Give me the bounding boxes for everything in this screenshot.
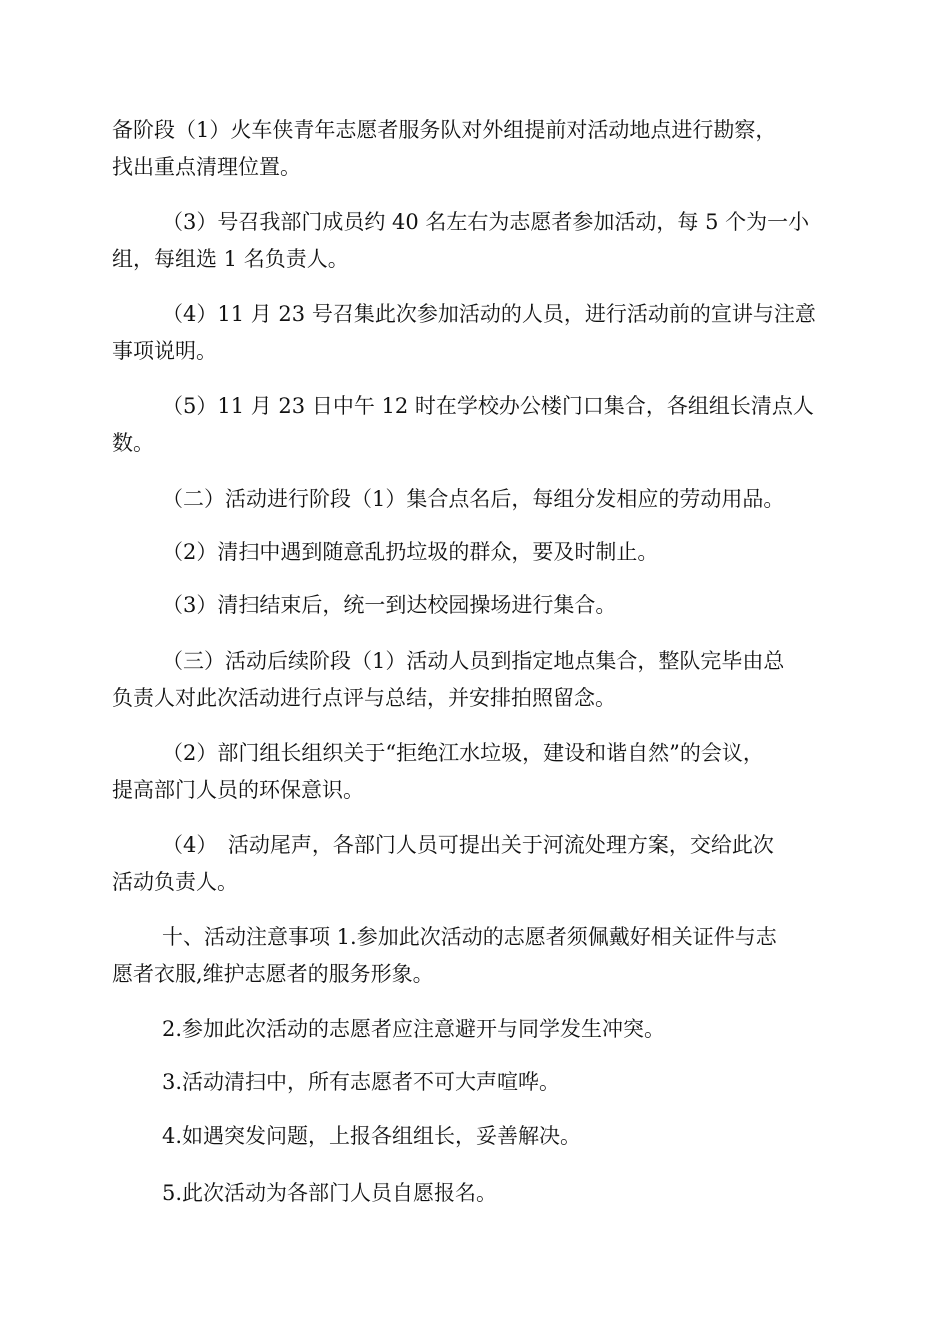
text-line: 活动负责人。 xyxy=(112,870,238,894)
text-line: （二）活动进行阶段（1）集合点名后，每组分发相应的劳动用品。 xyxy=(162,487,785,511)
paragraph-6 xyxy=(112,534,842,571)
paragraph-10 xyxy=(112,827,842,901)
paragraph-13 xyxy=(112,1064,842,1101)
paragraph-1 xyxy=(112,112,842,186)
paragraph-9 xyxy=(112,735,842,809)
text-line: 数。 xyxy=(112,431,154,455)
paragraph-11 xyxy=(112,919,842,993)
text-line: （2）清扫中遇到随意乱扔垃圾的群众，要及时制止。 xyxy=(162,540,659,564)
paragraph-8 xyxy=(112,643,842,717)
text-line: （4） 活动尾声，各部门人员可提出关于河流处理方案，交给此次 xyxy=(162,833,774,857)
text-line: （三）活动后续阶段（1）活动人员到指定地点集合，整队完毕由总 xyxy=(162,649,785,673)
paragraph-15 xyxy=(112,1175,842,1212)
text-line: 4.如遇突发问题，上报各组组长，妥善解决。 xyxy=(162,1124,582,1148)
paragraph-5 xyxy=(112,481,842,518)
text-line: （3）清扫结束后，统一到达校园操场进行集合。 xyxy=(162,593,617,617)
text-line: 十、活动注意事项 1.参加此次活动的志愿者须佩戴好相关证件与志 xyxy=(162,925,777,949)
text-line: 愿者衣服,维护志愿者的服务形象。 xyxy=(112,962,434,986)
text-line: 找出重点清理位置。 xyxy=(112,155,301,179)
paragraph-3 xyxy=(112,296,842,370)
paragraph-7 xyxy=(112,587,842,624)
text-line: （5）11 月 23 日中午 12 时在学校办公楼门口集合，各组组长清点人 xyxy=(162,394,814,418)
text-line: 3.活动清扫中，所有志愿者不可大声喧哗。 xyxy=(162,1070,561,1094)
text-line: 组，每组选 1 名负责人。 xyxy=(112,247,349,271)
paragraph-14 xyxy=(112,1118,842,1155)
paragraph-2 xyxy=(112,204,842,278)
paragraph-4 xyxy=(112,388,842,462)
text-line: 5.此次活动为各部门人员自愿报名。 xyxy=(162,1181,498,1205)
text-line: 2.参加此次活动的志愿者应注意避开与同学发生冲突。 xyxy=(162,1017,666,1041)
text-line: （2）部门组长组织关于“拒绝江水垃圾，建设和谐自然”的会议， xyxy=(162,741,764,765)
text-line: （4）11 月 23 号召集此次参加活动的人员，进行活动前的宣讲与注意 xyxy=(162,302,816,326)
text-line: 事项说明。 xyxy=(112,339,217,363)
text-line: （3）号召我部门成员约 40 名左右为志愿者参加活动，每 5 个为一小 xyxy=(162,210,810,234)
text-line: 提高部门人员的环保意识。 xyxy=(112,778,364,802)
paragraph-12 xyxy=(112,1011,842,1048)
text-line: 备阶段（1）火车侠青年志愿者服务队对外组提前对活动地点进行勘察， xyxy=(112,118,777,142)
text-line: 负责人对此次活动进行点评与总结，并安排拍照留念。 xyxy=(112,686,616,710)
